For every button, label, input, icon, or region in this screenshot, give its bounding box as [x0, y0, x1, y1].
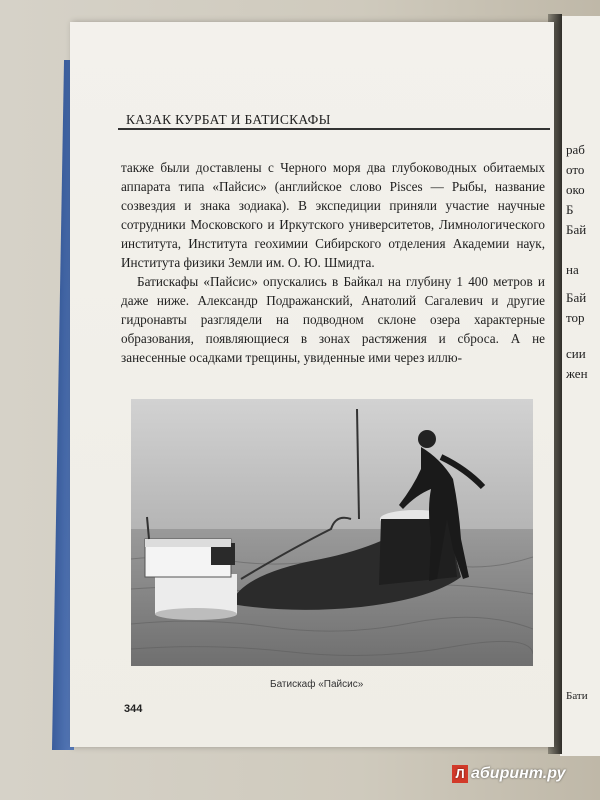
paragraph-1: также были доставлены с Черного моря два глубоководных обитаемых аппарата типа «Пайсис» (английское слово Pisces — Рыбы, название созвездия и знака зодиака). В экспедиции приняли участие научные сотрудники Московского и Иркутского университетов, Лимнологического института, Института геохимии Сибирского отделения Академии наук, Института физики Земли им. О. Ю. Шмидта. — [121, 160, 545, 270]
next-page-fragment: Бай — [566, 222, 587, 237]
watermark — [452, 765, 592, 789]
adjacent-page — [560, 16, 600, 756]
next-page-fragment: тор — [566, 310, 585, 325]
next-page-fragment: жен — [566, 366, 588, 381]
next-page-fragment: Б — [566, 202, 574, 217]
bathyscaphe-illustration — [131, 399, 533, 666]
body-text — [121, 158, 545, 367]
next-page-fragment: Бай — [566, 290, 587, 305]
next-page-fragment: раб — [566, 142, 585, 157]
header-rule — [118, 128, 550, 130]
watermark-text: абиринт.ру — [471, 765, 566, 783]
running-title: КАЗАК КУРБАТ И БАТИСКАФЫ — [126, 112, 331, 127]
labirint-logo-icon: Л — [452, 765, 468, 783]
next-page-fragment: Бати — [566, 690, 588, 702]
next-page-fragment: око — [566, 182, 585, 197]
figure-caption: Батискаф «Пайсис» — [270, 679, 364, 690]
next-page-fragment: на — [566, 262, 579, 277]
page-number: 344 — [124, 703, 143, 715]
next-page-fragment: ото — [566, 162, 585, 177]
bathyscaphe-photo — [131, 399, 533, 666]
paragraph-2: Батискафы «Пайсис» опускались в Байкал на глубину 1 400 метров и даже ниже. Александр Подражанский, Анатолий Сагалевич и другие гидронавты разглядели на подводном склоне озера характерные образования, появляющиеся в зонах растяжения и сброса. А не занесенные осадками трещины, увиденные ими через иллю- — [121, 274, 545, 365]
next-page-fragment: сии — [566, 346, 586, 361]
